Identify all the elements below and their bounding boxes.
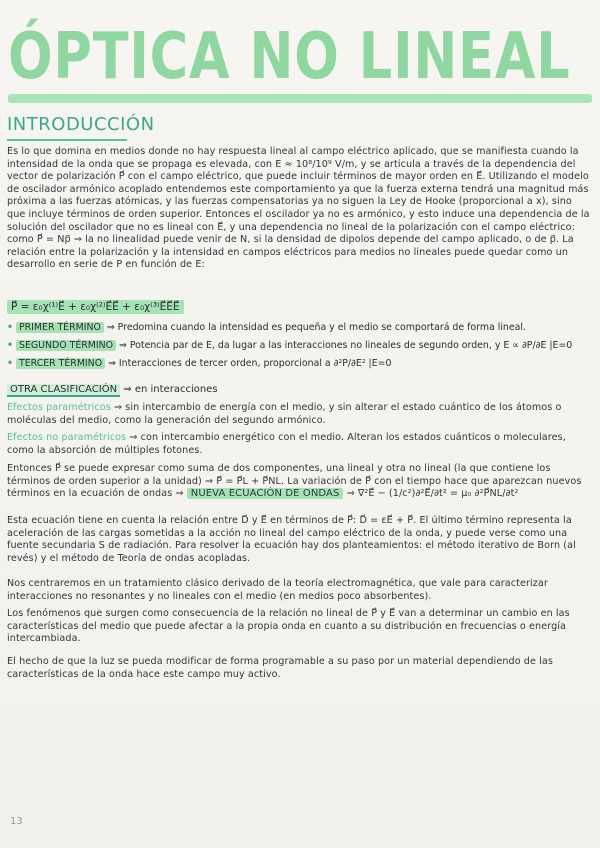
term-text: ⇒ Potencia par de E, da lugar a las interacciones no lineales de segundo orden, y E ∝ ∂P/∂E |E=0 [119,340,573,351]
parametric-effects [7,402,593,427]
non-parametric-effects [7,432,593,457]
non-parametric-text: ⇒ con intercambio energético con el medio. Alteran los estados cuánticos o moleculares, como la absorción de múltiples fotones. [7,432,566,456]
paragraph-classical-treatment: Nos centraremos en un tratamiento clásico derivado de la teoría electromagnética, que vale para caracterizar interacciones no resonantes y no lineales con el medio (en medios poco absorbentes). [7,578,548,602]
paragraph-polarization-text: Entonces P⃗ se puede expresar como suma de dos componentes, una lineal y otra no lineal (la que contiene los términos de orden superior a la unidad) ⇒ P⃗ = P⃗L + P⃗NL. La variación de P⃗ con el tiempo hace que aparezcan nuevos términos en la ecuación de ondas ⇒ [7,463,582,500]
title-underline [8,94,592,103]
term-third [7,358,597,370]
non-parametric-label: Efectos no paramétricos [7,432,127,443]
term-text: ⇒ Interacciones de tercer orden, proporcional a ∂²P/∂E² |E=0 [108,358,392,369]
bullet-icon: • [7,322,13,333]
polarization-series-formula: P⃗ = ε₀χ⁽¹⁾E⃗ + ε₀χ⁽²⁾E⃗E⃗ + ε₀χ⁽³⁾E⃗E⃗E⃗ [7,300,184,314]
parametric-label: Efectos paramétricos [7,402,111,413]
bullet-icon: • [7,358,13,369]
new-wave-equation-label: NUEVA ECUACIÓN DE ONDAS [187,488,344,499]
parametric-text: ⇒ sin intercambio de energía con el medio, y sin alterar el estado cuántico de los átomos o moléculas del medio, como la generación del segundo armónico. [7,402,562,426]
page-number: 13 [10,816,23,827]
otra-clasificacion [7,384,218,395]
bullet-icon: • [7,340,13,351]
otra-label: OTRA CLASIFICACIÓN [7,384,120,397]
page-title: ÓPTICA NO LINEAL [8,20,571,94]
section-heading-introduccion: INTRODUCCIÓN [7,114,155,135]
term-label: PRIMER TÉRMINO [16,322,104,333]
term-first [7,322,597,334]
paragraph-programmable-light: El hecho de que la luz se pueda modificar de forma programable a su paso por un material dependiendo de las características de la onda hace este campo muy activo. [7,656,553,680]
term-label: TERCER TÉRMINO [16,358,105,369]
term-label: SEGUNDO TÉRMINO [16,340,116,351]
term-text: ⇒ Predomina cuando la intensidad es pequeña y el medio se comportará de forma lineal. [106,322,526,333]
otra-text: ⇒ en interacciones [123,384,218,395]
paragraph-polarization-split [7,463,593,501]
paragraph-equation-discussion: Esta ecuación tiene en cuenta la relación entre D⃗ y E⃗ en términos de P⃗: D⃗ = εE⃗ + P⃗. El último término representa la aceleración de las cargas sometidas a la acción no lineal del campo eléctrico de la onda, y puede verse como una fuente secundaria S de radiación. Para resolver la ecuación hay dos planteamientos: el método iterativo de Born (al revés) y el método de Teoría de ondas acopladas. [7,515,576,564]
paragraph-phenomena: Los fenómenos que surgen como consecuencia de la relación no lineal de P⃗ y E⃗ van a determinar un cambio en las características del medio que puede afectar a la propia onda en cuanto a su distribución en frecuencias o energía intercambiada. [7,608,570,645]
section-heading-underline [7,139,127,141]
paragraph-intro: Es lo que domina en medios donde no hay respuesta lineal al campo eléctrico aplicado, que se manifiesta cuando la intensidad de la onda que se propaga es elevada, con E ≈ 10⁸/10⁹ V/m, y se articula a través de la dependencia del vector de polarización P⃗ con el campo eléctrico, que puede incluir términos de mayor orden en E⃗. Utilizando el modelo de oscilador armónico acoplado entendemos este comportamiento ya que la fuerza externa tendrá una magnitud más próxima a las fuerzas atómicas, y las fuerzas compensatorias ya no siguen la Ley de Hooke (proporcional a x), sino que incluye términos de orden superior. Entonces el oscilador ya no es armónico, y esto induce una dependencia de la solución del oscilador que no es lineal con E⃗, y una dependencia no lineal de la polarización con el campo eléctrico: como P⃗ = Np⃗ ⇒ la no linealidad puede venir de N, si la densidad de dipolos depende del campo aplicado, o de p⃗. La relación entre la polarización y la intensidad en campos eléctricos para medios no lineales puede quedar como un desarrollo en serie de P en función de E: [7,146,590,271]
term-second [7,340,597,352]
new-wave-equation: ⇒ ∇²E⃗ − (1/c²)∂²E⃗/∂t² = μ₀ ∂²P⃗NL/∂t² [346,488,519,500]
